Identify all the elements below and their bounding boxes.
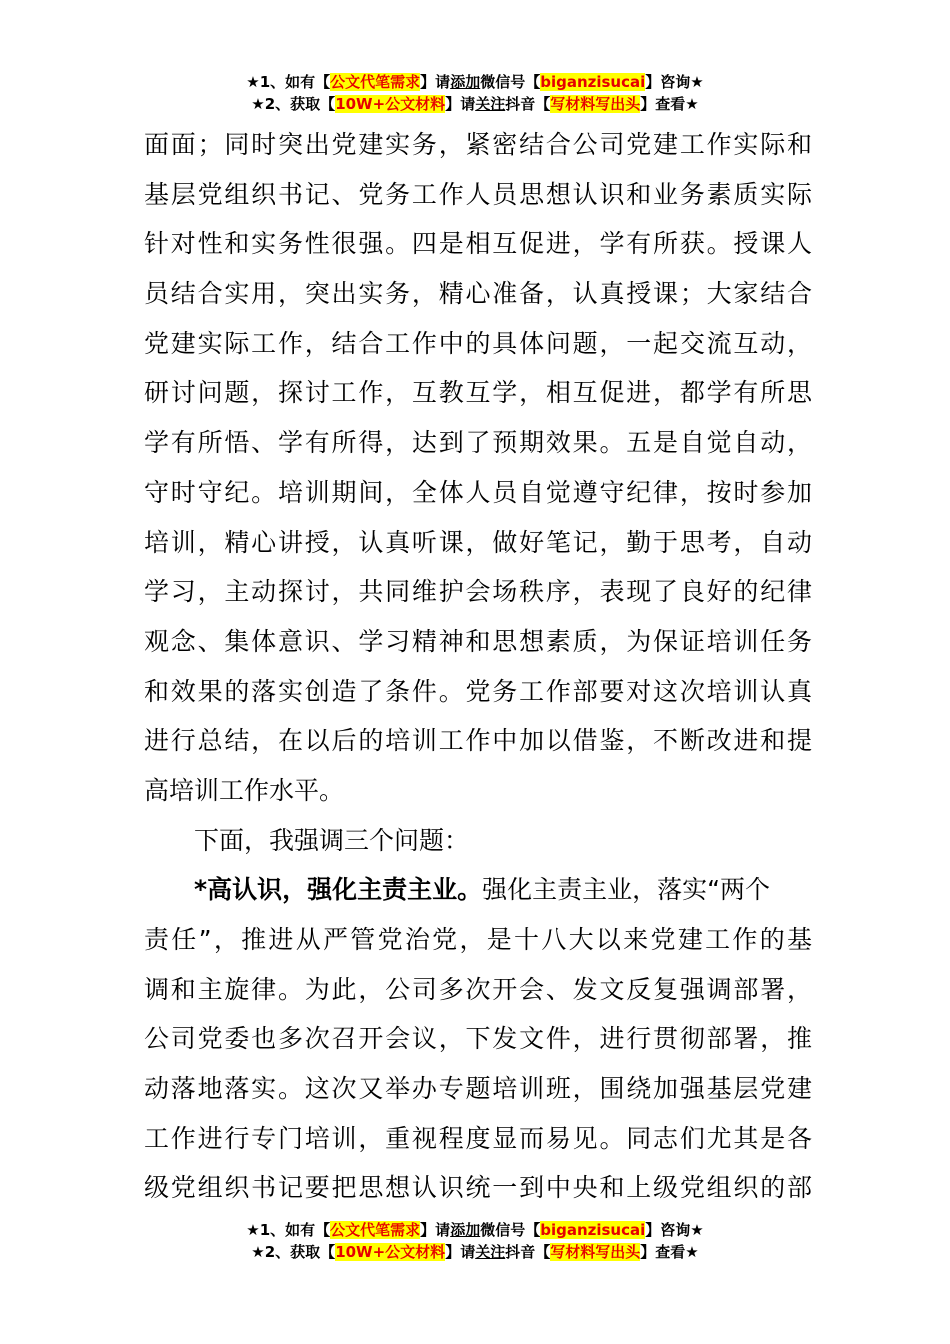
- banner-highlight: 公文代笔需求: [330, 73, 421, 91]
- body-line: 员结合实用，突出实务，精心准备，认真授课；大家结合: [144, 279, 812, 309]
- body-line: 面面；同时突出党建实务，紧密结合公司党建工作实际和: [144, 130, 812, 159]
- banner-text: 】请: [445, 95, 476, 113]
- banner-text: 微信号【: [480, 73, 541, 91]
- body-line: 和效果的落实创造了条件。党务工作部要对这次培训认真: [144, 676, 812, 706]
- banner-highlight: 10W+公文材料: [335, 95, 446, 113]
- body-line: 工作进行专门培训，重视程度显而易见。同志们尤其是各: [144, 1123, 812, 1153]
- banner-text: 】查看★: [640, 95, 699, 113]
- banner-underlined: 关注: [475, 95, 506, 113]
- banner-text: ★1、如有【: [246, 73, 331, 91]
- banner-line-1: [0, 71, 950, 93]
- body-line: 高培训工作水平。: [144, 775, 345, 805]
- banner-highlight: 写材料写出头: [550, 95, 641, 113]
- body-line: 针对性和实务性很强。四是相互促进，学有所获。授课人: [144, 229, 812, 259]
- banner-text: 】请: [420, 73, 451, 91]
- intro-line: 下面，我强调三个问题：: [194, 825, 470, 855]
- footer-banner: [0, 1219, 950, 1263]
- banner-text: 抖音【: [505, 95, 551, 113]
- header-banner: [0, 71, 950, 115]
- body-line: 基层党组织书记、党务工作人员思想认识和业务素质实际: [144, 179, 812, 209]
- body-line: 责任”，推进从严管党治党，是十八大以来党建工作的基: [144, 925, 812, 954]
- banner-text: ★2、获取【: [251, 1243, 336, 1261]
- banner-text: 】查看★: [640, 1243, 699, 1261]
- banner-line-2: [0, 93, 950, 115]
- body-line: 进行总结，在以后的培训工作中加以借鉴，不断改进和提: [144, 726, 812, 756]
- banner-underlined: 添加: [450, 1221, 481, 1239]
- banner-underlined: 添加: [450, 73, 481, 91]
- section-text: 强化主责主业，落实“两个: [482, 875, 771, 905]
- banner-highlight: biganzisucai: [540, 73, 646, 91]
- body-line: 公司党委也多次召开会议，下发文件，进行贯彻部署，推: [144, 1024, 812, 1054]
- body-line: 级党组织书记要把思想认识统一到中央和上级党组织的部: [144, 1173, 812, 1203]
- banner-highlight: 写材料写出头: [550, 1243, 641, 1261]
- banner-highlight: 公文代笔需求: [330, 1221, 421, 1239]
- body-line: 研讨问题，探讨工作，互教互学，相互促进，都学有所思: [144, 378, 812, 408]
- banner-highlight: biganzisucai: [540, 1221, 646, 1239]
- body-line: 培训，精心讲授，认真听课，做好笔记，勤于思考，自动: [144, 527, 812, 557]
- banner-text: 微信号【: [480, 1221, 541, 1239]
- banner-text: 】请: [445, 1243, 476, 1261]
- banner-underlined: 关注: [475, 1243, 506, 1261]
- body-line: 动落地落实。这次又举办专题培训班，围绕加强基层党建: [144, 1074, 812, 1104]
- section-heading: *高认识，强化主责主业。: [194, 875, 483, 905]
- banner-text: 】请: [420, 1221, 451, 1239]
- banner-line-2: [0, 1241, 950, 1263]
- body-line: 学有所悟、学有所得，达到了预期效果。五是自觉自动，: [144, 428, 812, 458]
- body-line: 党建实际工作，结合工作中的具体问题，一起交流互动，: [144, 328, 812, 358]
- document-body: [144, 120, 812, 1213]
- section-heading-line: [144, 865, 812, 915]
- banner-line-1: [0, 1219, 950, 1241]
- banner-text: ★1、如有【: [246, 1221, 331, 1239]
- banner-text: 】咨询★: [645, 1221, 704, 1239]
- body-line: 调和主旋律。为此，公司多次开会、发文反复强调部署，: [144, 974, 812, 1004]
- body-line: 守时守纪。培训期间，全体人员自觉遵守纪律，按时参加: [144, 477, 812, 507]
- body-line: 观念、集体意识、学习精神和思想素质，为保证培训任务: [144, 626, 812, 656]
- banner-text: ★2、获取【: [251, 95, 336, 113]
- banner-text: 】咨询★: [645, 73, 704, 91]
- banner-text: 抖音【: [505, 1243, 551, 1261]
- banner-highlight: 10W+公文材料: [335, 1243, 446, 1261]
- body-line: 学习，主动探讨，共同维护会场秩序，表现了良好的纪律: [144, 577, 812, 607]
